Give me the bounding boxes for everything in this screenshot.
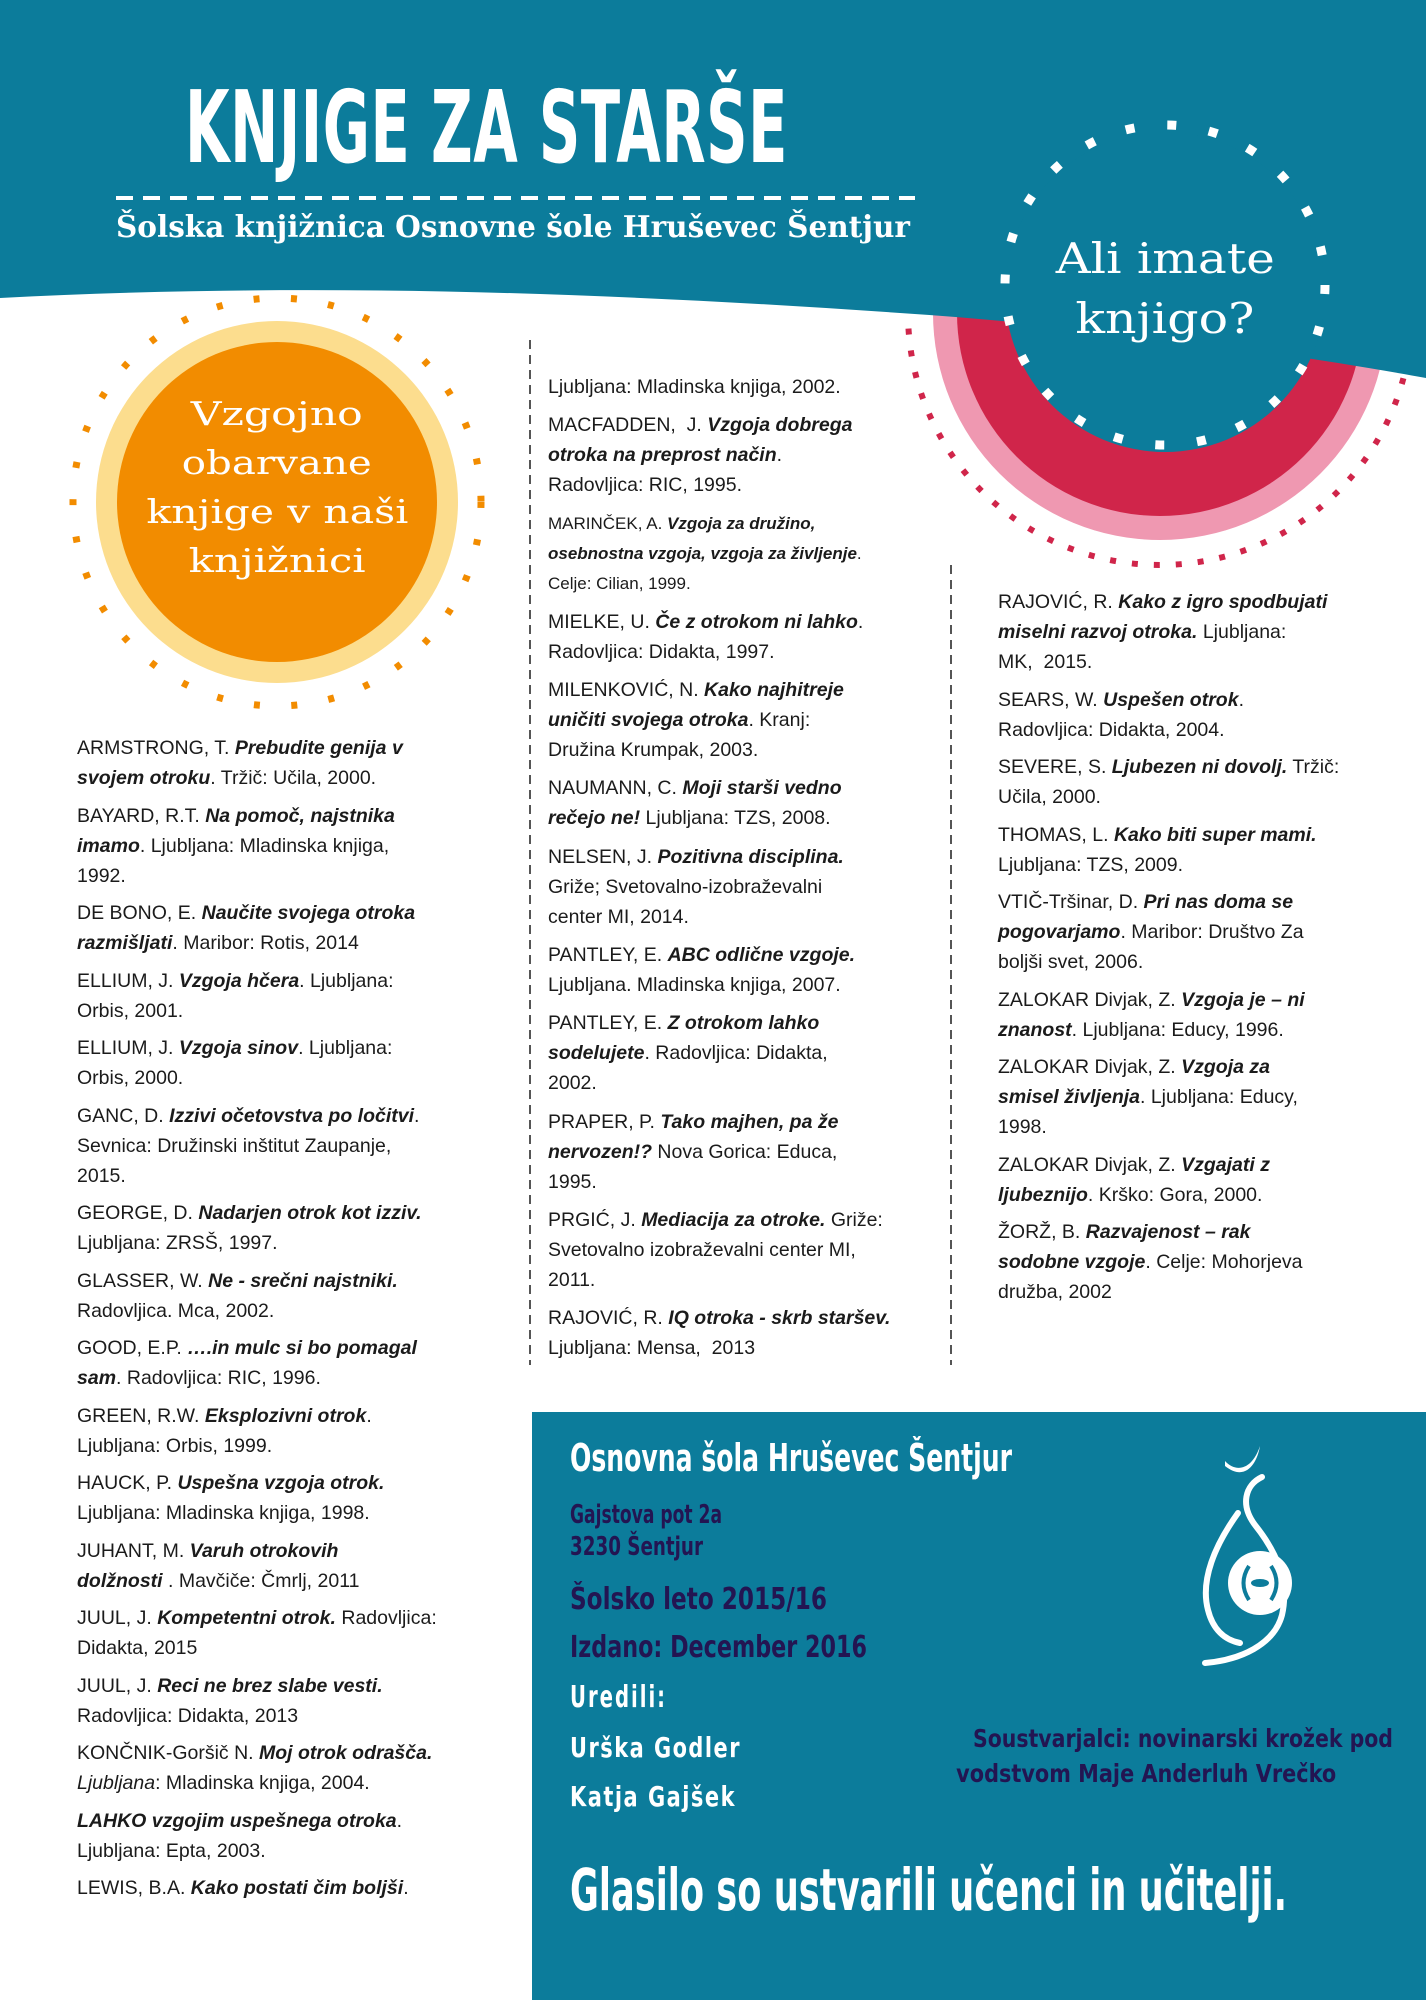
entry-text: . [403,1877,409,1899]
entry-title: Mediacija za otroke. [641,1208,826,1231]
entry-title: Uspešen otrok [1103,688,1239,711]
page-title-text: KNJIGE ZA STARŠE [185,69,789,186]
book-list-column-2 [548,372,943,1372]
entry-text: SEARS, W. [998,688,1104,711]
entry-title: Kako biti super mami. [1113,823,1317,846]
entry-place-italic: Ljubljana [77,1772,156,1794]
book-entry [998,887,1413,977]
book-entry [548,1303,943,1363]
entry-text: PRAPER, P. [548,1110,661,1133]
entry-title: Vzgoja hčera [178,969,300,992]
book-entry [77,1468,517,1528]
footer-co-creators-line [880,1759,1337,1788]
entry-text: VTIČ-Tršinar, D. [998,891,1144,913]
badge-line [117,438,437,487]
footer-edited-label-text: Uredili: [570,1680,668,1715]
entry-text: Ljubljana: MK, 2015. [998,621,1287,673]
footer-slogan-text: Glasilo so ustvarili učenci in učitelji. [570,1856,1288,1924]
entry-title: Če z otrokom ni lahko [655,610,858,633]
entry-text: Ljubljana: Mladinska knjiga, 1998. [77,1502,370,1524]
logo-lens [1251,1579,1269,1587]
question-badge-text [1015,229,1315,349]
book-entry [77,1266,517,1326]
entry-text: Ljubljana: ZRSŠ, 1997. [77,1232,278,1254]
footer-school-year-text: Šolsko leto 2015/16 [570,1582,827,1617]
entry-text: Griže: Svetovalno izobraževalni center MI, 2011. [548,1208,883,1291]
entry-text: GEORGE, D. [77,1202,199,1224]
entry-title: Tako majhen, pa že nervozen!? [548,1110,839,1163]
entry-text: SEVERE, S. [998,756,1112,778]
entry-title: Pri nas doma se pogovarjamo [998,891,1294,943]
footer-school-name [570,1438,1239,1478]
entry-text: . Radovljica: Didakta, 2002. [548,1042,828,1095]
book-entry [998,820,1413,880]
entry-title: Kako z igro spodbujati miselni razvoj otroka. [998,591,1328,643]
entry-text: . Ljubljana: Educy, 1998. [998,1086,1298,1138]
footer-editor-text: Urška Godler [570,1731,742,1764]
entry-title: Vzgoja za smisel življenja [998,1056,1270,1108]
footer-school-year [570,1584,903,1616]
footer-issued [570,1632,970,1664]
page-subtitle-text: Šolska knjižnica Osnovne šole Hruševec Šentjur [116,210,910,245]
badge-line [1015,289,1315,349]
badge-line [1015,229,1315,289]
entry-text: DE BONO, E. [77,902,202,924]
book-entry [77,1671,517,1731]
footer-address-line1-text: Gajstova pot 2a [570,1500,723,1530]
orange-badge-text [117,389,437,585]
book-entry [548,1107,943,1197]
entry-text: GREEN, R.W. [77,1404,205,1427]
entry-title: Varuh otrokovih dolžnosti [77,1539,339,1592]
entry-title: Izzivi očetovstva po ločitvi [169,1104,414,1127]
badge-line-text: Ali imate [1055,234,1275,283]
entry-text: Radovljica: Didakta, 2015 [77,1607,437,1659]
book-entry [77,1806,517,1866]
book-entry [77,1873,517,1903]
entry-title: Vzgajati z ljubeznijo [998,1153,1270,1206]
entry-title: Razvajenost – rak sodobne vzgoje [998,1221,1251,1273]
entry-text: PRGIĆ, J. [548,1208,642,1231]
entry-text: RAJOVIĆ, R. [998,591,1119,613]
entry-text: ELLIUM, J. [77,969,179,992]
entry-text: MILENKOVIĆ, N. [548,679,705,702]
book-entry [77,1401,517,1461]
entry-title: ABC odlične vzgoje. [667,944,856,967]
entry-text: ZALOKAR Divjak, Z. [998,1153,1182,1176]
book-entry [77,801,517,891]
book-entry [548,842,943,932]
entry-text: MIELKE, U. [548,610,656,633]
entry-text: . Krško: Gora, 2000. [1087,1183,1263,1206]
entry-text: . Ljubljana: Educy, 1996. [1071,1018,1284,1041]
badge-line-text: knjige v naši [145,492,408,531]
entry-text: . Sevnica: Družinski inštitut Zaupanje, 2015. [77,1104,420,1187]
entry-text: Ljubljana: TZS, 2008. [640,807,831,830]
book-entry [548,675,943,765]
badge-line-text: knjigo? [1075,294,1255,343]
entry-text: . Radovljica: RIC, 1995. [548,444,783,497]
entry-text: Ljubljana: Mladinska knjiga, 2002. [548,376,841,398]
entry-text: : Mladinska knjiga, 2004. [155,1772,370,1794]
entry-text: JUUL, J. [77,1607,158,1629]
footer-editor-text: Katja Gajšek [570,1780,737,1813]
entry-title: ….in mulc si bo pomagal sam [77,1337,417,1389]
badge-line-text: obarvane [181,443,372,482]
book-entry [77,1738,517,1798]
entry-title: Vzgoja za družino, osebnostna vzgoja, vzgoja za življenje [548,513,857,563]
entry-text: GLASSER, W. [77,1269,209,1292]
entry-text: Ljubljana. Mladinska knjiga, 2007. [548,974,841,997]
entry-text: . Radovljica: RIC, 1996. [116,1367,321,1389]
entry-text: HAUCK, P. [77,1472,178,1494]
entry-text: Radovljica. Mca, 2002. [77,1299,275,1322]
badge-line-text: Vzgojno [190,394,363,433]
footer-co-creators-line [880,1724,1393,1753]
book-entry [998,752,1413,812]
entry-text: . Radovljica: Didakta, 2004. [998,688,1244,741]
entry-title: Vzgoja sinov [178,1037,299,1059]
entry-title: Vzgoja je – ni znanost [998,988,1305,1041]
entry-text: Griže; Svetovalno-izobraževalni center MI, 2014. [548,875,823,928]
book-list-column-1 [77,733,517,1911]
entry-text: Ljubljana: TZS, 2009. [998,853,1184,876]
footer-address-line1 [570,1501,801,1529]
book-entry [77,1101,517,1191]
entry-text: . Radovljica: Didakta, 1997. [548,610,864,663]
entry-text: LEWIS, B.A. [77,1877,191,1899]
entry-title: IQ otroka - skrb staršev. [668,1307,891,1330]
badge-line [117,389,437,438]
footer-school-name-text: Osnovna šola Hruševec Šentjur [570,1436,1012,1480]
badge-line [117,536,437,585]
footer-address-line2-text: 3230 Šentjur [570,1532,703,1562]
entry-text: . Ljubljana: Orbis, 2001. [77,969,394,1022]
entry-title: Naučite svojega otroka razmišljati [77,902,416,954]
entry-text: . Celje: Cilian, 1999. [548,543,862,593]
entry-text: ARMSTRONG, T. [77,737,235,759]
entry-text: . Kranj: Družina Krumpak, 2003. [548,709,811,762]
book-entry [77,898,517,958]
entry-title: Eksplozivni otrok [204,1404,367,1427]
book-entry [548,410,943,500]
footer-co-creators-text: vodstvom Maje Anderluh Vrečko [956,1759,1337,1788]
badge-line-text: knjižnici [188,541,366,580]
entry-text: JUHANT, M. [77,1539,190,1562]
footer-editor [570,1782,792,1812]
entry-text: ELLIUM, J. [77,1037,179,1059]
entry-text: . Maribor: Rotis, 2014 [172,932,359,954]
book-entry [77,1333,517,1393]
entry-text: RAJOVIĆ, R. [548,1307,669,1330]
entry-text: . Ljubljana: Orbis, 1999. [77,1404,372,1457]
book-entry [77,966,517,1026]
entry-title: Nadarjen otrok kot izziv. [198,1202,422,1224]
footer-co-creators-text: Soustvarjalci: novinarski krožek pod [972,1724,1393,1753]
entry-text: BAYARD, R.T. [77,804,206,827]
book-entry [548,1008,943,1098]
footer-issued-text: Izdano: December 2016 [570,1630,868,1665]
book-entry [998,1052,1413,1142]
entry-text: ZALOKAR Divjak, Z. [998,1056,1182,1078]
book-entry [548,773,943,833]
book-entry [548,372,943,402]
entry-text: . Celje: Mohorjeva družba, 2002 [998,1251,1303,1303]
entry-title: Ljubezen ni dovolj. [1111,756,1288,778]
entry-title: Uspešna vzgoja otrok. [177,1472,385,1494]
entry-text: PANTLEY, E. [548,1012,668,1035]
entry-text: Tržič: Učila, 2000. [998,756,1340,808]
entry-text: KONČNIK-Goršič N. [77,1742,260,1764]
entry-title: Vzgoja dobrega otroka na preprost način [548,414,853,467]
entry-text: NAUMANN, C. [548,777,683,800]
entry-title: Kako najhitreje uničiti svojega otroka [548,679,844,732]
entry-title: Na pomoč, najstnika imamo [77,804,395,857]
entry-title: Moji starši vedno rečejo ne! [548,777,842,830]
entry-title: Kako postati čim boljši [190,1877,404,1899]
book-entry [548,607,943,667]
entry-text: ZALOKAR Divjak, Z. [998,988,1182,1011]
entry-text: GOOD, E.P. [77,1337,188,1359]
book-list-column-3 [998,587,1413,1315]
book-entry [548,1205,943,1295]
badge-line [117,487,437,536]
entry-text: PANTLEY, E. [548,944,668,967]
book-entry [77,733,517,793]
book-entry [548,509,943,599]
entry-title: Pozitivna disciplina. [657,845,844,868]
entry-text: NELSEN, J. [548,845,658,868]
entry-text: . Ljubljana: Orbis, 2000. [77,1037,393,1089]
book-entry [77,1033,517,1093]
book-entry [998,587,1413,677]
book-entry [77,1198,517,1258]
entry-title: Reci ne brez slabe vesti. [157,1674,383,1697]
entry-text: . Tržič: Učila, 2000. [210,767,377,789]
footer-edited-label [570,1682,718,1714]
entry-text: MACFADDEN, J. [548,414,708,437]
book-entry [77,1603,517,1663]
entry-text: . Mavčiče: Čmrlj, 2011 [162,1569,360,1592]
footer-slogan [570,1856,1426,1924]
entry-title: Moj otrok odrašča. [259,1742,433,1764]
page-subtitle [116,210,923,246]
book-entry [998,1150,1413,1210]
entry-text: ŽORŽ, B. [998,1221,1086,1243]
entry-text: Nova Gorica: Educa, 1995. [548,1140,838,1193]
entry-text: Ljubljana: Mensa, 2013 [548,1337,756,1360]
book-entry [77,1536,517,1596]
entry-title: Ne - srečni najstniki. [208,1269,398,1292]
entry-text: MARINČEK, A. [548,513,668,533]
entry-title: Prebudite genija v svojem otroku [77,737,403,789]
entry-text: . Maribor: Društvo Za boljši svet, 2006. [998,921,1304,973]
footer-address-line2 [570,1533,759,1561]
footer-editor [570,1733,799,1763]
entry-title: LAHKO vzgojim uspešnega otroka [77,1809,397,1832]
entry-text: JUUL, J. [77,1674,158,1697]
entry-text: . Ljubljana: Mladinska knjiga, 1992. [77,834,390,887]
book-entry [998,685,1413,745]
entry-text: . Ljubljana: Epta, 2003. [77,1809,403,1862]
entry-title: Kompetentni otrok. [157,1607,336,1629]
entry-text: THOMAS, L. [998,823,1114,846]
page-title [185,69,1234,186]
entry-title: Z otrokom lahko sodelujete [548,1012,820,1065]
entry-text: Radovljica: Didakta, 2013 [77,1704,299,1727]
book-entry [998,1217,1413,1307]
entry-text: GANC, D. [77,1104,170,1127]
book-entry [998,985,1413,1045]
book-entry [548,940,943,1000]
